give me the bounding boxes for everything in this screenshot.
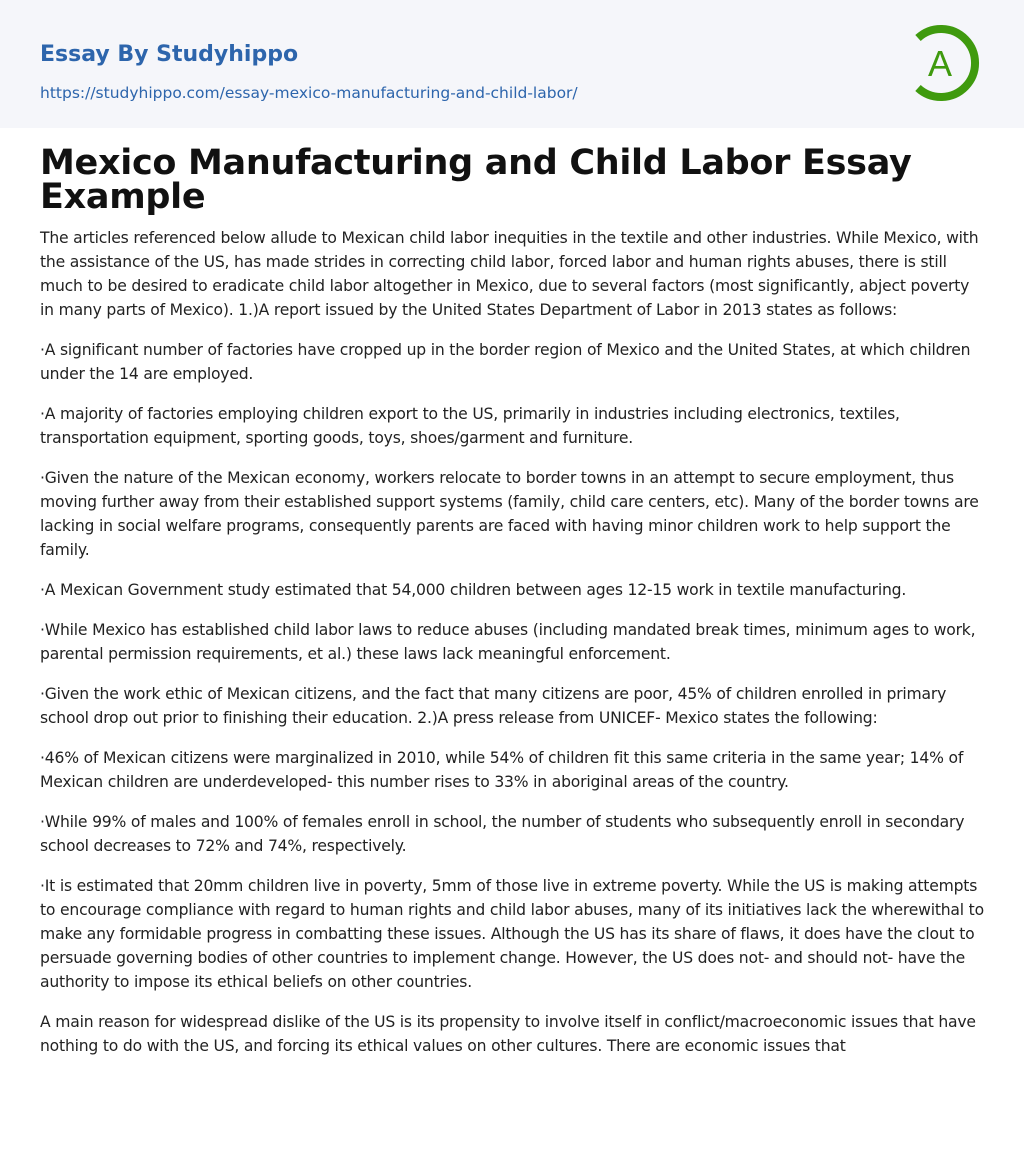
article-paragraph: ·It is estimated that 20mm children live in poverty, 5mm of those live in extreme poverty. While the US is making attempts to encourage compliance with regard to human rights and child labor abuses, many of its initiatives lack the wherewithal to make any formidable progress in combatting these issues. Although the US has its share of flaws, it does have the clout to persuade governing bodies of other countries to implement change. However, the US does not- and should not- have the authority to impose its ethical beliefs on other countries. [40,877,984,991]
article-paragraph: ·While Mexico has established child labor laws to reduce abuses (including mandated break times, minimum ages to work, parental permission requirements, et al.) these laws lack meaningful enforcement. [40,621,976,663]
article-body [40,226,984,1058]
article-paragraph: ·A majority of factories employing children export to the US, primarily in industries including electronics, textiles, transportation equipment, sporting goods, toys, shoes/garment and furniture. [40,405,900,447]
essay-url-link[interactable]: https://studyhippo.com/essay-mexico-manufacturing-and-child-labor/ [40,84,578,102]
article-paragraph: A main reason for widespread dislike of the US is its propensity to involve itself in conflict/macroeconomic issues that have nothing to do with the US, and forcing its ethical values on other cultures. There are economic issues that [40,1013,976,1055]
article-paragraph: ·Given the nature of the Mexican economy, workers relocate to border towns in an attempt to secure employment, thus moving further away from their established support systems (family, child care centers, etc). Many of the border towns are lacking in social welfare programs, consequently parents are faced with having minor children work to help support the family. [40,469,979,559]
article-paragraph: The articles referenced below allude to Mexican child labor inequities in the textile and other industries. While Mexico, with the assistance of the US, has made strides in correcting child labor, forced labor and human rights abuses, there is still much to be desired to eradicate child labor altogether in Mexico, due to several factors (most significantly, abject poverty in many parts of Mexico). 1.)A report issued by the United States Department of Labor in 2013 states as follows: [40,229,979,319]
page-title: Mexico Manufacturing and Child Labor Essay Example [40,143,912,217]
studyhippo-logo-icon [912,20,986,106]
brand-name: Essay By Studyhippo [40,42,299,67]
article-paragraph: ·46% of Mexican citizens were marginalized in 2010, while 54% of children fit this same criteria in the same year; 14% of Mexican children are underdeveloped- this number rises to 33% in aboriginal areas of the country. [40,749,964,791]
article-paragraph: ·A Mexican Government study estimated that 54,000 children between ages 12-15 work in textile manufacturing. [40,581,907,599]
site-header [0,0,1024,128]
article-paragraph: ·Given the work ethic of Mexican citizens, and the fact that many citizens are poor, 45% of children enrolled in primary school drop out prior to finishing their education. 2.)A press release from UNICEF- Mexico states the following: [40,685,947,727]
article-paragraph: ·While 99% of males and 100% of females enroll in school, the number of students who subsequently enroll in secondary school decreases to 72% and 74%, respectively. [40,813,965,855]
logo-letter: A [927,43,953,84]
article-paragraph: ·A significant number of factories have cropped up in the border region of Mexico and the United States, at which children under the 14 are employed. [40,341,971,383]
article [0,128,1024,1058]
